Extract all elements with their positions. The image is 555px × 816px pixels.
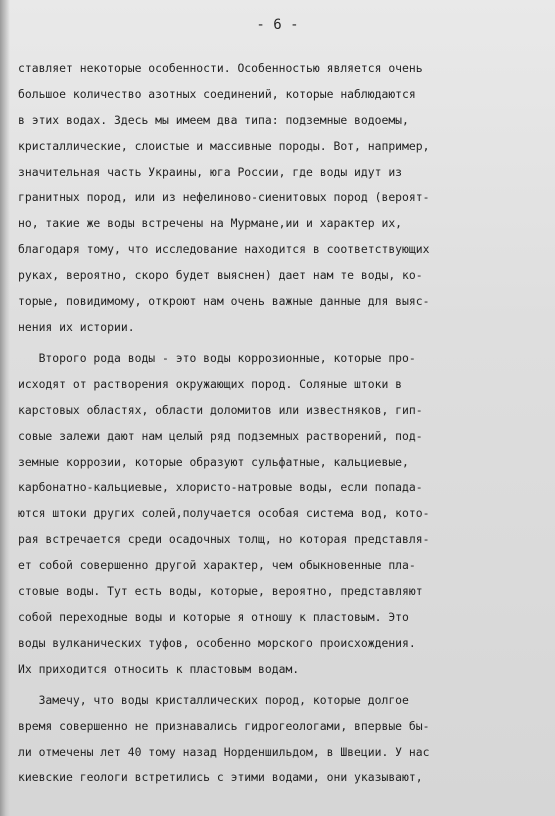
text-line: гранитных пород, или из нефелиново-сиенитовых пород (вероят- [18,190,430,205]
text-line: киевские геологи встретились с этими водами, они указывают, [18,770,423,785]
text-line: Второго рода воды - это воды коррозионные, которые про- [18,350,416,365]
text-line: стовые воды. Тут есть воды, которые, вероятно, представляют [18,584,423,598]
text-line: ставляет некоторые особенности. Особенностью является очень [18,61,423,75]
text-line: но, такие же воды встречены на Мурмане,ии и характер их, [18,216,403,231]
text-line: земные коррозии, которые образуют сульфатные, кальциевые, [18,454,409,469]
page-edge-shadow [0,0,10,816]
page-number: - 6 - [256,17,299,33]
paragraph-1 [18,56,548,341]
text-line: ли отмечены лет 40 тому назад Норденшильдом, в Швеции. У нас [18,744,430,759]
text-line: ет собой совершенно другой характер, чем обыкновенные пла- [18,558,416,573]
page-body [18,56,548,791]
text-line: ются штоки других солей,получается особая система вод, кото- [18,506,430,521]
paragraph-2 [18,346,548,683]
text-line: время совершенно не признавались гидрогеологами, впервые бы- [18,718,430,733]
text-line: торые, повидимому, откроют нам очень важные данные для выяс- [18,294,430,309]
text-line: кристаллические, слоистые и массивные породы. Вот, например, [18,138,430,153]
text-line: Замечу, что воды кристаллических пород, которые долгое [18,692,409,707]
text-line: большое количество азотных соединений, которые наблюдаются [18,86,416,101]
text-line: нения их истории. [18,319,135,334]
text-line: совые залежи дают нам целый ряд подземных растворений, под- [18,428,423,443]
text-line: исходят от растворения окружающих пород. Соляные штоки в [18,376,403,391]
text-line: карстовых областях, области доломитов или известняков, гип- [18,402,423,417]
text-line: в этих водах. Здесь мы имеем два типа: подземные водоемы, [18,112,409,127]
text-line: значительная часть Украины, юга России, где воды идут из [18,164,403,179]
text-line: карбонатно-кальциевые, хлористо-натровые воды, если попада- [18,480,423,495]
text-line: руках, вероятно, скоро будет выяснен) дает нам те воды, ко- [18,268,423,283]
text-line: благодаря тому, что исследование находится в соответствующих [18,242,430,257]
text-line: рая встречается среди осадочных толщ, но которая представля- [18,532,430,547]
text-line: Их приходится относить к пластовым водам. [18,661,300,676]
paragraph-3 [18,688,548,792]
text-line: воды вулканических туфов, особенно морского происхождения. [18,635,416,650]
text-line: собой переходные воды и которые я отношу к пластовым. Это [18,609,409,624]
